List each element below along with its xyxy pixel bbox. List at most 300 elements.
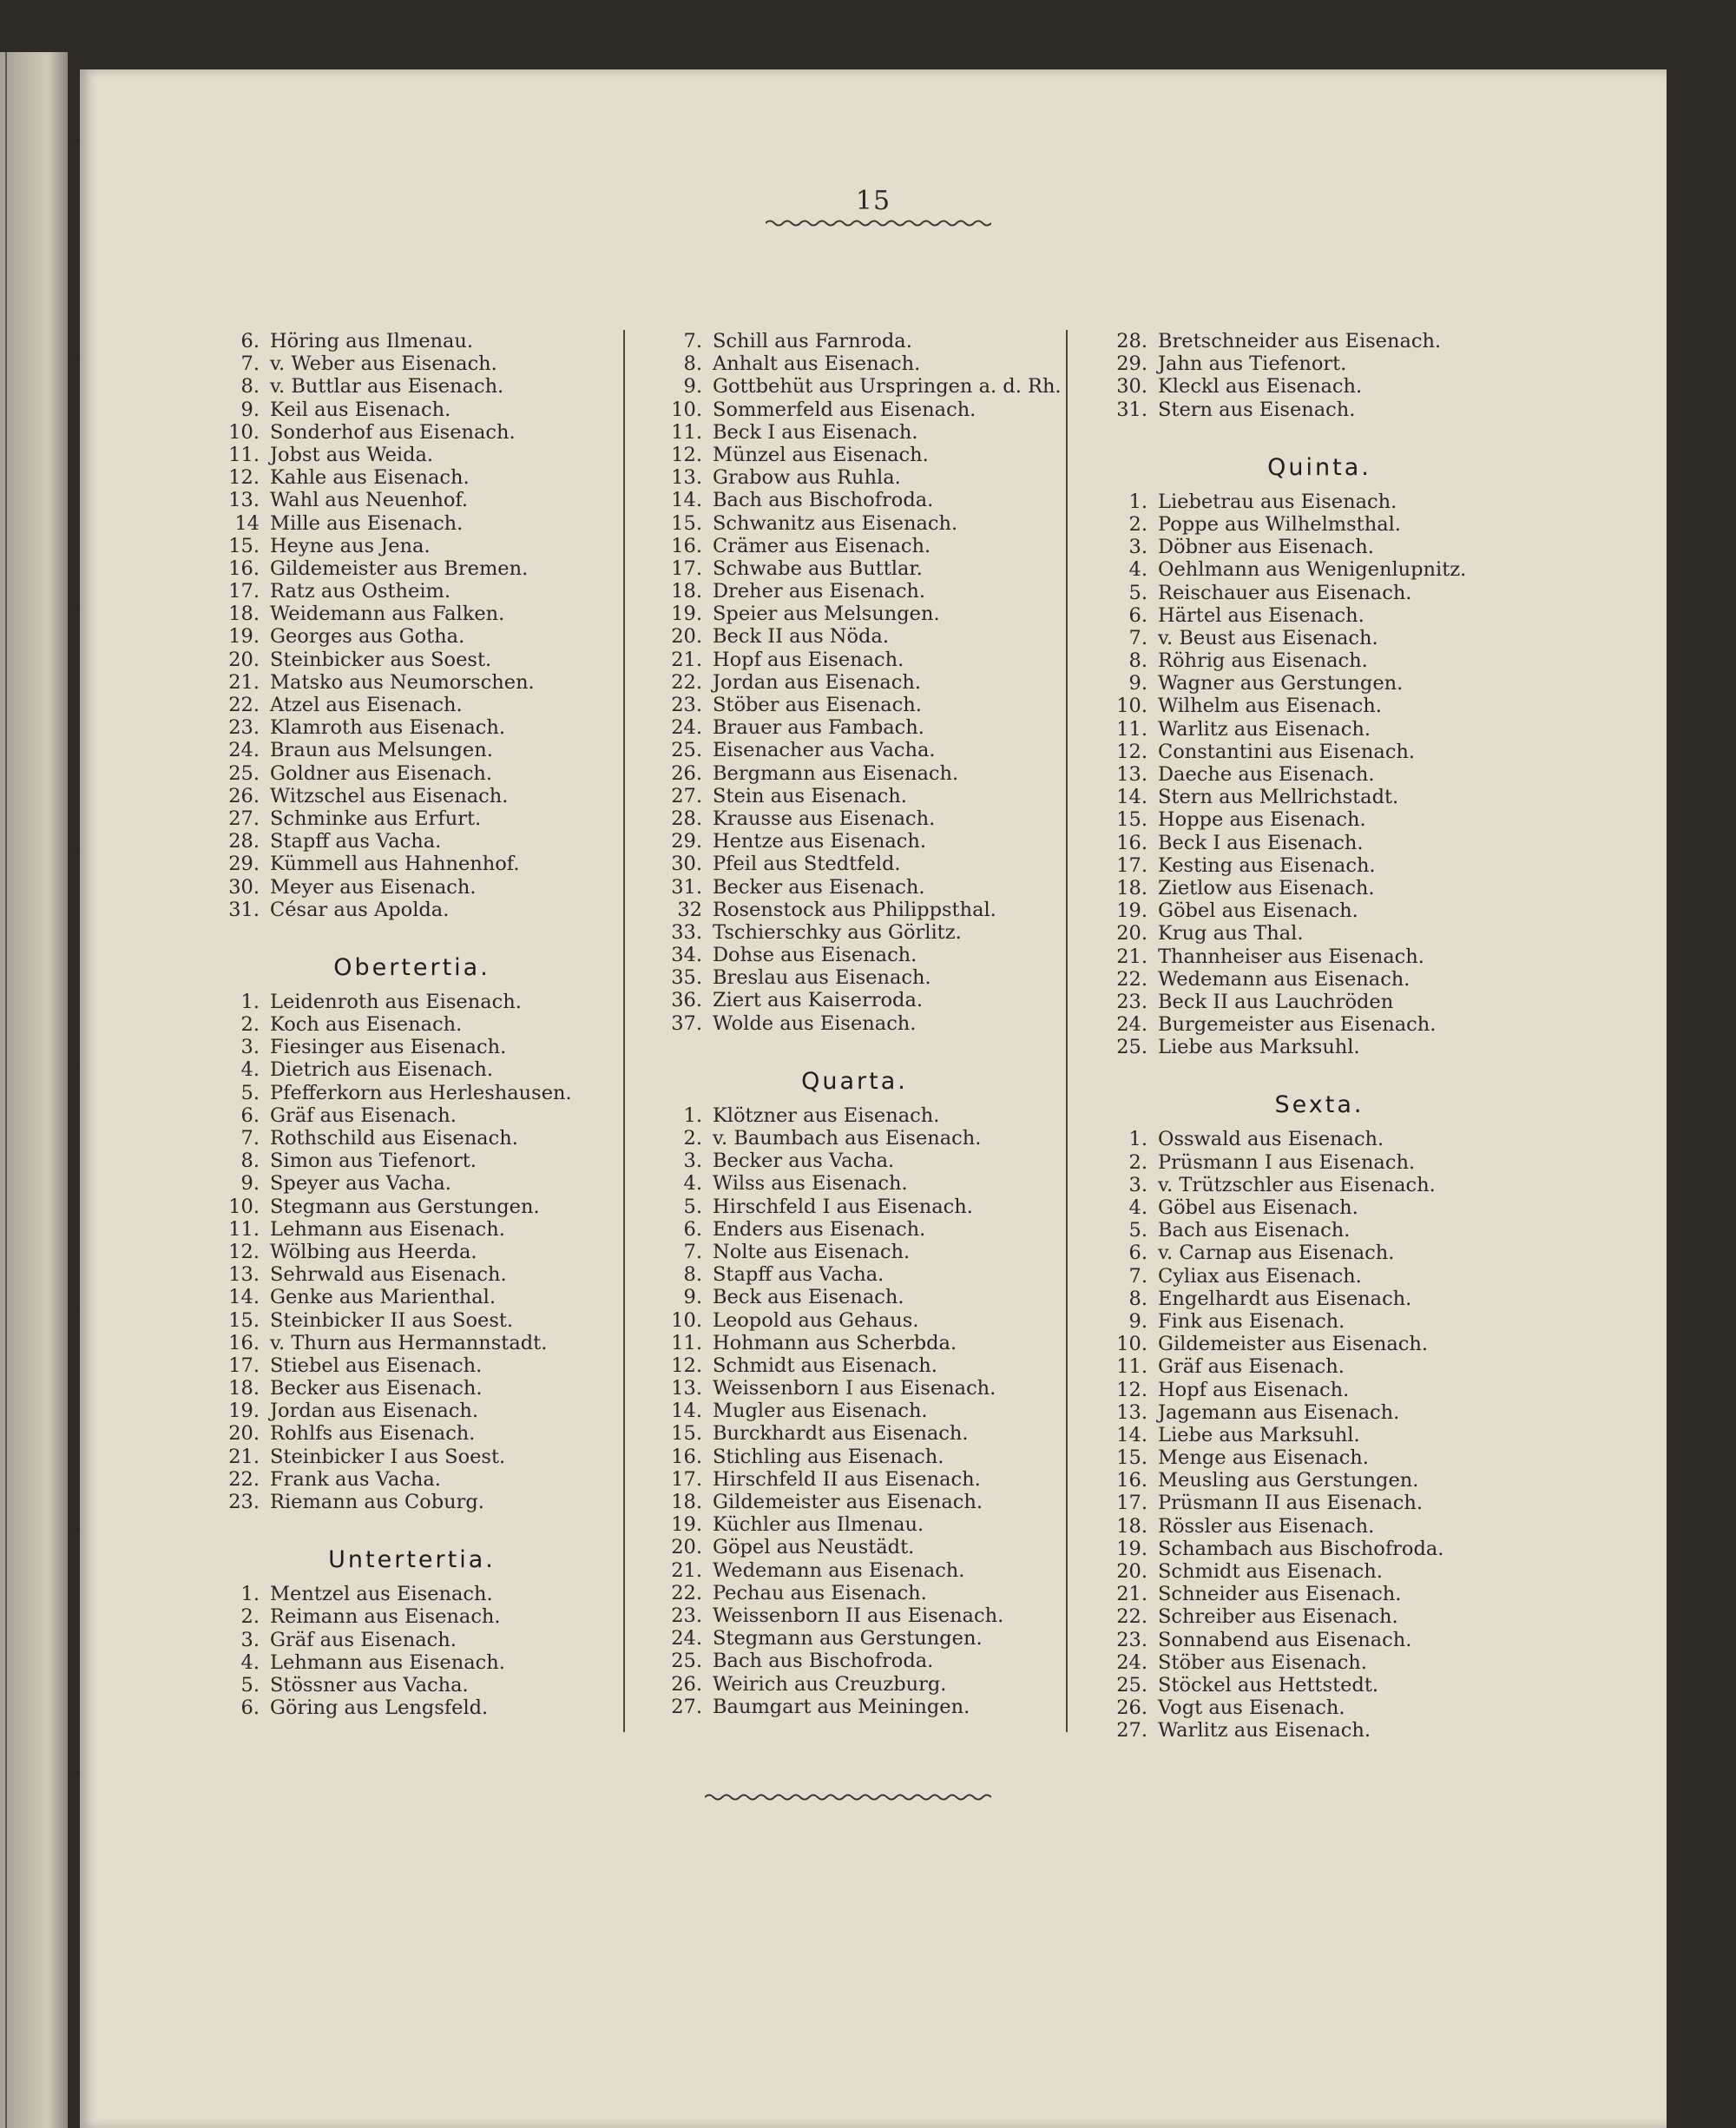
class-section — [206, 951, 618, 1513]
student-entry — [206, 1263, 618, 1286]
entry-name: Leidenroth aus Eisenach. — [270, 990, 522, 1013]
entry-number: 15. — [1116, 808, 1147, 832]
entry-name: Engelhardt aus Eisenach. — [1158, 1287, 1412, 1310]
entry-name: Steinbicker II aus Soest. — [270, 1308, 514, 1332]
entry-name: Jahn aus Tiefenort. — [1158, 352, 1347, 376]
entry-number: 22. — [228, 1467, 260, 1491]
student-entry — [1094, 1128, 1545, 1150]
student-entry — [206, 853, 618, 875]
entry-name: Hoppe aus Eisenach. — [1158, 808, 1366, 832]
entry-number: 12. — [228, 466, 260, 490]
student-list — [648, 1104, 1061, 1718]
entry-name: Fiesinger aus Eisenach. — [270, 1036, 507, 1059]
entry-name: Frank aus Vacha. — [270, 1467, 441, 1491]
student-entry — [1094, 991, 1545, 1013]
entry-name: Sonderhof aus Eisenach. — [270, 420, 516, 444]
entry-number: 16. — [1116, 831, 1147, 854]
entry-number: 8. — [683, 1263, 702, 1287]
entry-number: 10. — [228, 1195, 260, 1218]
header-ornament — [766, 217, 991, 229]
entry-number: 8. — [1128, 649, 1147, 673]
entry-number: 12. — [228, 1240, 260, 1263]
student-entry — [1094, 1492, 1545, 1514]
student-entry — [206, 1354, 618, 1377]
student-entry — [648, 444, 1061, 466]
entry-name: Gräf aus Eisenach. — [270, 1628, 457, 1651]
student-entry — [648, 421, 1061, 444]
student-entry — [1094, 513, 1545, 536]
entry-name: Koch aus Eisenach. — [270, 1013, 463, 1037]
entry-name: v. Buttlar aus Eisenach. — [270, 375, 504, 399]
entry-number: 11. — [228, 1217, 260, 1241]
student-list — [206, 991, 618, 1513]
entry-number: 17. — [671, 1467, 702, 1491]
entry-name: Prüsmann II aus Eisenach. — [1158, 1492, 1423, 1515]
entry-number: 19. — [1116, 1537, 1147, 1560]
entry-number: 15. — [228, 1308, 260, 1332]
entry-number: 30. — [228, 875, 260, 899]
entry-name: Weissenborn I aus Eisenach. — [713, 1377, 996, 1400]
entry-number: 17. — [671, 557, 702, 580]
entry-number: 6. — [1128, 603, 1147, 627]
entry-name: Schmidt aus Eisenach. — [1158, 1560, 1383, 1583]
student-entry — [206, 421, 618, 444]
entry-name: Hohmann aus Scherbda. — [713, 1331, 957, 1354]
student-entry — [1094, 1629, 1545, 1651]
class-section — [206, 330, 618, 921]
student-entry — [206, 1127, 618, 1150]
left-page-edge — [0, 52, 68, 2128]
entry-name: Heyne aus Jena. — [270, 534, 431, 557]
entry-number: 21. — [671, 1558, 702, 1582]
entry-number: 5. — [1128, 581, 1147, 604]
entry-number: 15. — [671, 1422, 702, 1446]
entry-name: Fink aus Eisenach. — [1158, 1309, 1345, 1333]
entry-name: Jordan aus Eisenach. — [270, 1400, 479, 1423]
student-entry — [206, 1082, 618, 1104]
entry-name: Sommerfeld aus Eisenach. — [713, 398, 976, 421]
student-entry — [648, 807, 1061, 830]
entry-number: 11. — [671, 1331, 702, 1354]
entry-number: 19. — [1116, 899, 1147, 923]
student-entry — [1094, 718, 1545, 741]
entry-name: Zietlow aus Eisenach. — [1158, 876, 1375, 899]
entry-number: 31. — [228, 898, 260, 921]
entry-number: 4. — [1128, 558, 1147, 582]
column-divider — [1066, 330, 1068, 1732]
entry-number: 5. — [240, 1673, 260, 1696]
entry-number: 24. — [228, 739, 260, 762]
entry-name: Osswald aus Eisenach. — [1158, 1128, 1384, 1151]
entry-name: Mille aus Eisenach. — [270, 511, 464, 535]
entry-number: 20. — [671, 1536, 702, 1559]
entry-number: 26. — [1116, 1696, 1147, 1720]
student-entry — [648, 762, 1061, 785]
student-entry — [206, 1104, 618, 1127]
entry-number: 2. — [683, 1127, 702, 1150]
entry-name: Brauer aus Fambach. — [713, 716, 924, 740]
entry-name: Kesting aus Eisenach. — [1158, 853, 1376, 877]
student-entry — [648, 557, 1061, 580]
student-entry — [206, 489, 618, 511]
document-page — [80, 69, 1667, 2128]
entry-number: 18. — [671, 580, 702, 603]
student-entry — [648, 1513, 1061, 1536]
student-entry — [648, 489, 1061, 511]
student-entry — [1094, 491, 1545, 513]
entry-number: 11. — [1116, 1355, 1147, 1379]
entry-name: v. Weber aus Eisenach. — [270, 352, 497, 376]
entry-name: Bergmann aus Eisenach. — [713, 761, 959, 785]
student-entry — [648, 1150, 1061, 1172]
student-entry — [206, 830, 618, 853]
entry-number: 25. — [1116, 1036, 1147, 1059]
student-entry — [1094, 1288, 1545, 1310]
student-entry — [648, 649, 1061, 671]
student-entry — [1094, 399, 1545, 421]
entry-number: 20. — [228, 1422, 260, 1446]
entry-number: 5. — [683, 1195, 702, 1218]
student-entry — [206, 1241, 618, 1263]
student-entry — [648, 1012, 1061, 1035]
student-entry — [1094, 1333, 1545, 1355]
student-entry — [648, 352, 1061, 375]
entry-number: 23. — [671, 1604, 702, 1627]
student-entry — [206, 1058, 618, 1081]
entry-name: Gildemeister aus Bremen. — [270, 557, 529, 580]
entry-name: Speier aus Melsungen. — [713, 603, 940, 626]
student-entry — [648, 1491, 1061, 1513]
student-entry — [1094, 968, 1545, 991]
student-list — [648, 330, 1061, 1035]
entry-number: 9. — [683, 1286, 702, 1309]
entry-name: Klötzner aus Eisenach. — [713, 1104, 940, 1127]
student-entry — [1094, 582, 1545, 604]
entry-number: 1. — [1128, 1128, 1147, 1151]
entry-number: 34. — [671, 944, 702, 967]
entry-name: Gottbehüt aus Urspringen a. d. Rh. — [713, 375, 1062, 399]
student-entry — [1094, 1651, 1545, 1674]
entry-name: Göbel aus Eisenach. — [1158, 899, 1358, 923]
entry-name: Stöber aus Eisenach. — [713, 694, 922, 716]
entry-name: Hopf aus Eisenach. — [713, 648, 904, 671]
entry-name: Pfeil aus Stedtfeld. — [713, 853, 901, 876]
student-entry — [648, 375, 1061, 398]
entry-name: Küchler aus Ilmenau. — [713, 1513, 924, 1537]
entry-number: 11. — [1116, 717, 1147, 741]
section-heading: Quinta. — [1267, 453, 1371, 481]
student-entry — [1094, 922, 1545, 945]
entry-name: v. Trützschler aus Eisenach. — [1158, 1173, 1436, 1196]
entry-number: 18. — [1116, 1514, 1147, 1538]
student-entry — [648, 1218, 1061, 1241]
student-entry — [206, 991, 618, 1013]
entry-number: 5. — [1128, 1219, 1147, 1242]
entry-name: Schwabe aus Buttlar. — [713, 557, 923, 580]
entry-name: Reimann aus Eisenach. — [270, 1605, 501, 1629]
entry-number: 14. — [671, 1400, 702, 1423]
entry-number: 9. — [683, 375, 702, 399]
entry-number: 17. — [1116, 1492, 1147, 1515]
entry-number: 15. — [1116, 1446, 1147, 1470]
entry-name: Klamroth aus Eisenach. — [270, 716, 505, 740]
entry-name: Stichling aus Eisenach. — [713, 1445, 944, 1468]
entry-number: 14 — [234, 511, 260, 535]
entry-name: Schwanitz aus Eisenach. — [713, 511, 958, 535]
entry-number: 9. — [240, 1172, 260, 1196]
column-3 — [1094, 330, 1545, 1743]
entry-name: Steinbicker I aus Soest. — [270, 1445, 506, 1468]
student-entry — [648, 1104, 1061, 1127]
student-entry — [648, 1354, 1061, 1377]
student-entry — [648, 1582, 1061, 1604]
student-entry — [648, 1241, 1061, 1263]
entry-name: Wagner aus Gerstungen. — [1158, 672, 1404, 695]
student-entry — [1094, 1719, 1545, 1742]
entry-number: 21. — [1116, 1583, 1147, 1606]
entry-name: Krug aus Thal. — [1158, 922, 1304, 945]
entry-name: Braun aus Melsungen. — [270, 739, 493, 762]
entry-name: Wedemann aus Eisenach. — [1158, 967, 1410, 991]
entry-name: Dietrich aus Eisenach. — [270, 1058, 494, 1082]
entry-number: 16. — [1116, 1469, 1147, 1492]
entry-number: 2. — [1128, 512, 1147, 536]
student-entry — [206, 444, 618, 466]
entry-number: 13. — [228, 489, 260, 512]
entry-name: Oehlmann aus Wenigenlupnitz. — [1158, 558, 1467, 582]
entry-number: 25. — [1116, 1673, 1147, 1696]
entry-number: 19. — [228, 625, 260, 649]
entry-number: 27. — [228, 807, 260, 830]
student-entry — [206, 1400, 618, 1422]
entry-name: Rössler aus Eisenach. — [1158, 1514, 1375, 1538]
entry-number: 3. — [1128, 1173, 1147, 1196]
section-heading: Obertertia. — [333, 953, 490, 981]
entry-name: Eisenacher aus Vacha. — [713, 739, 936, 762]
entry-name: Pfefferkorn aus Herleshausen. — [270, 1081, 572, 1104]
class-section — [648, 330, 1061, 1035]
entry-number: 7. — [1128, 1264, 1147, 1288]
student-entry — [648, 671, 1061, 694]
entry-number: 22. — [1116, 967, 1147, 991]
entry-number: 5. — [240, 1081, 260, 1104]
entry-number: 26. — [228, 784, 260, 807]
entry-name: Liebetrau aus Eisenach. — [1158, 490, 1397, 513]
entry-name: Münzel aus Eisenach. — [713, 443, 929, 466]
entry-name: Wilss aus Eisenach. — [713, 1172, 908, 1196]
entry-name: Simon aus Tiefenort. — [270, 1150, 477, 1173]
entry-name: Schmidt aus Eisenach. — [713, 1354, 937, 1377]
entry-number: 24. — [1116, 1650, 1147, 1674]
student-list — [206, 330, 618, 921]
entry-number: 25. — [671, 739, 702, 762]
entry-number: 9. — [240, 398, 260, 421]
entry-name: Cyliax aus Eisenach. — [1158, 1264, 1362, 1288]
student-entry — [206, 1446, 618, 1468]
entry-number: 27. — [671, 784, 702, 807]
student-entry — [648, 1196, 1061, 1218]
student-entry — [206, 671, 618, 694]
entry-number: 8. — [240, 375, 260, 399]
entry-name: Liebe aus Marksuhl. — [1158, 1036, 1360, 1059]
column-1 — [206, 330, 618, 1719]
entry-name: Röhrig aus Eisenach. — [1158, 649, 1368, 673]
student-entry — [1094, 1446, 1545, 1469]
student-entry — [206, 1422, 618, 1445]
student-entry — [1094, 1219, 1545, 1242]
student-entry — [1094, 1469, 1545, 1492]
student-entry — [648, 1673, 1061, 1696]
entry-name: Wedemann aus Eisenach. — [713, 1558, 965, 1582]
student-entry — [206, 512, 618, 535]
student-entry — [648, 1604, 1061, 1627]
student-list — [1094, 1128, 1545, 1742]
entry-number: 28. — [228, 830, 260, 853]
entry-number: 13. — [671, 466, 702, 490]
entry-number: 7. — [240, 352, 260, 376]
entry-name: Poppe aus Wilhelmsthal. — [1158, 512, 1401, 536]
student-entry — [648, 1400, 1061, 1422]
entry-name: Menge aus Eisenach. — [1158, 1446, 1369, 1470]
entry-name: Tschierschky aus Görlitz. — [713, 920, 962, 944]
entry-number: 29. — [1116, 352, 1147, 376]
student-entry — [1094, 1583, 1545, 1605]
entry-number: 18. — [671, 1491, 702, 1513]
entry-number: 14. — [1116, 1423, 1147, 1446]
entry-name: Breslau aus Eisenach. — [713, 966, 931, 990]
entry-name: Krausse aus Eisenach. — [713, 807, 936, 830]
entry-name: Rothschild aus Eisenach. — [270, 1127, 518, 1150]
entry-number: 11. — [228, 443, 260, 466]
entry-name: Becker aus Eisenach. — [713, 875, 925, 899]
student-entry — [648, 1650, 1061, 1672]
entry-name: Lehmann aus Eisenach. — [270, 1217, 505, 1241]
student-entry — [648, 1286, 1061, 1308]
entry-name: Pechau aus Eisenach. — [713, 1581, 927, 1604]
student-entry — [1094, 558, 1545, 581]
student-entry — [1094, 1265, 1545, 1288]
entry-name: Schminke aus Erfurt. — [270, 807, 482, 830]
page-number: 15 — [855, 186, 891, 216]
entry-number: 25. — [671, 1650, 702, 1673]
entry-name: Stegmann aus Gerstungen. — [713, 1627, 983, 1650]
student-entry — [648, 1468, 1061, 1491]
entry-number: 19. — [671, 603, 702, 626]
entry-name: Dohse aus Eisenach. — [713, 944, 917, 967]
entry-number: 26. — [671, 1672, 702, 1696]
entry-number: 6. — [240, 1696, 260, 1720]
entry-name: Riemann aus Coburg. — [270, 1491, 484, 1513]
entry-number: 17. — [228, 1354, 260, 1377]
entry-name: Stern aus Mellrichstadt. — [1158, 786, 1399, 809]
student-entry — [206, 694, 618, 716]
entry-name: Bach aus Eisenach. — [1158, 1219, 1351, 1242]
entry-name: Stapff aus Vacha. — [270, 830, 442, 853]
student-entry — [648, 876, 1061, 899]
entry-name: Sehrwald aus Eisenach. — [270, 1263, 507, 1287]
student-entry — [206, 352, 618, 375]
entry-number: 23. — [1116, 990, 1147, 1013]
student-entry — [206, 580, 618, 603]
student-entry — [1094, 786, 1545, 808]
entry-name: Burgemeister aus Eisenach. — [1158, 1013, 1437, 1037]
entry-number: 12. — [671, 443, 702, 466]
entry-name: Wilhelm aus Eisenach. — [1158, 695, 1382, 718]
entry-name: Genke aus Marienthal. — [270, 1286, 496, 1309]
student-entry — [206, 330, 618, 352]
entry-number: 7. — [683, 1240, 702, 1263]
entry-name: Daeche aus Eisenach. — [1158, 763, 1375, 786]
student-entry — [1094, 672, 1545, 695]
student-entry — [206, 899, 618, 921]
entry-number: 20. — [671, 625, 702, 649]
entry-name: Kümmell aus Hahnenhof. — [270, 853, 520, 876]
student-entry — [648, 1536, 1061, 1558]
student-entry — [648, 1377, 1061, 1400]
student-entry — [648, 785, 1061, 807]
entry-name: Gildemeister aus Eisenach. — [713, 1491, 983, 1513]
entry-number: 22. — [1116, 1605, 1147, 1629]
student-entry — [206, 1377, 618, 1400]
entry-number: 21. — [1116, 945, 1147, 968]
entry-name: Stern aus Eisenach. — [1158, 398, 1356, 421]
entry-name: Prüsmann I aus Eisenach. — [1158, 1150, 1416, 1174]
entry-number: 12. — [1116, 740, 1147, 763]
entry-number: 10. — [1116, 695, 1147, 718]
entry-name: Goldner aus Eisenach. — [270, 761, 493, 785]
entry-name: Kleckl aus Eisenach. — [1158, 375, 1363, 399]
entry-name: Constantini aus Eisenach. — [1158, 740, 1416, 763]
entry-number: 22. — [671, 670, 702, 694]
student-entry — [206, 557, 618, 580]
entry-number: 27. — [1116, 1719, 1147, 1743]
entry-name: Enders aus Eisenach. — [713, 1217, 926, 1241]
student-entry — [648, 1172, 1061, 1195]
student-list — [1094, 330, 1545, 421]
entry-number: 28. — [1116, 330, 1147, 352]
entry-number: 20. — [1116, 1560, 1147, 1583]
student-entry — [206, 1196, 618, 1218]
student-entry — [1094, 854, 1545, 877]
entry-name: Bach aus Bischofroda. — [713, 1650, 934, 1673]
student-entry — [206, 785, 618, 807]
entry-number: 29. — [671, 830, 702, 853]
student-entry — [1094, 604, 1545, 627]
student-entry — [648, 1127, 1061, 1150]
entry-number: 32 — [677, 898, 702, 921]
student-entry — [206, 1150, 618, 1172]
entry-number: 7. — [683, 330, 702, 352]
student-entry — [206, 375, 618, 398]
student-entry — [1094, 945, 1545, 968]
student-entry — [648, 466, 1061, 489]
entry-name: Schreiber aus Eisenach. — [1158, 1605, 1398, 1629]
student-entry — [648, 1559, 1061, 1582]
entry-number: 6. — [683, 1217, 702, 1241]
student-entry — [206, 466, 618, 489]
entry-number: 7. — [1128, 626, 1147, 649]
student-entry — [648, 716, 1061, 739]
student-entry — [648, 512, 1061, 535]
entry-name: Bach aus Bischofroda. — [713, 489, 934, 512]
entry-name: Schambach aus Bischofroda. — [1158, 1537, 1444, 1560]
entry-number: 3. — [240, 1628, 260, 1651]
student-entry — [1094, 627, 1545, 649]
entry-number: 19. — [671, 1513, 702, 1537]
entry-number: 13. — [1116, 1400, 1147, 1424]
student-entry — [1094, 1036, 1545, 1058]
student-entry — [1094, 1424, 1545, 1446]
